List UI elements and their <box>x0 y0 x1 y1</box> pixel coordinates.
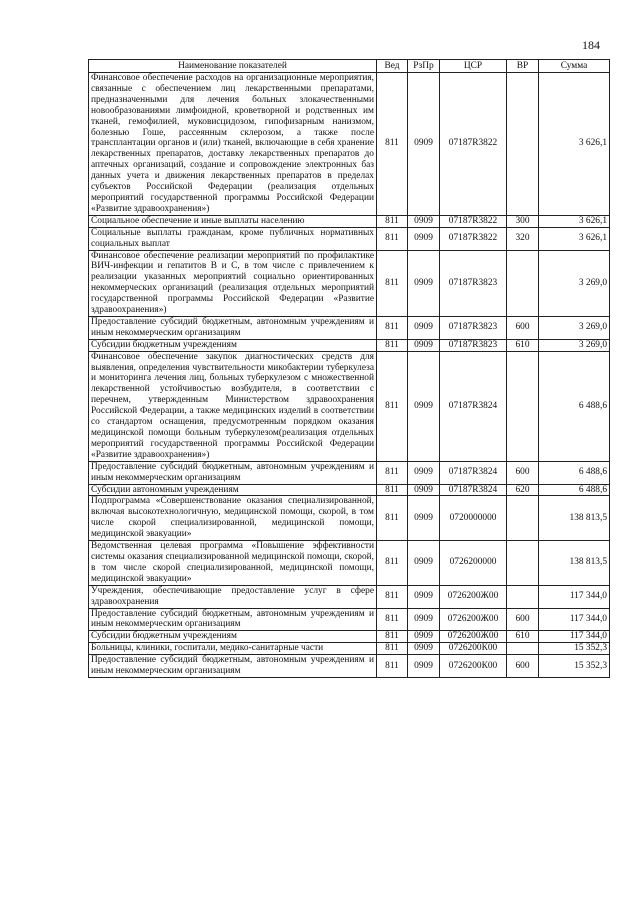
table-row <box>89 351 610 461</box>
row-rzpr: 0909 <box>408 215 440 227</box>
row-ved: 811 <box>377 250 408 316</box>
table-row <box>89 227 610 250</box>
row-rzpr: 0909 <box>408 541 440 586</box>
table-row <box>89 585 610 608</box>
row-vr: 600 <box>507 461 539 484</box>
table-row <box>89 250 610 316</box>
row-ved: 811 <box>377 215 408 227</box>
row-name: Подпрограмма «Совершенствование оказания специализированной, включая высокотехнологичную, медицинской помощи, скорой, в том числе скорой специализированной, медицинской помощи, медицинской эвакуации» <box>89 496 377 541</box>
row-csr: 07187R3822 <box>440 73 507 216</box>
row-vr <box>507 496 539 541</box>
row-rzpr: 0909 <box>408 461 440 484</box>
row-name: Субсидии бюджетным учреждениям <box>89 339 377 351</box>
row-name: Финансовое обеспечение реализации мероприятий по профилактике ВИЧ-инфекции и гепатитов B и C, в том числе с привлечением к реализации указанных мероприятий социально ориентированных некоммерческих организаций (реализация отдельных мероприятий государственной программы Российской Федерации «Развитие здравоохранения») <box>89 250 377 316</box>
row-csr: 07187R3823 <box>440 250 507 316</box>
row-sum: 15 352,3 <box>539 643 610 655</box>
row-sum: 117 344,0 <box>539 631 610 643</box>
table-row <box>89 643 610 655</box>
row-ved: 811 <box>377 631 408 643</box>
table-header-row <box>89 60 610 73</box>
row-sum: 3 269,0 <box>539 250 610 316</box>
table-row <box>89 339 610 351</box>
row-ved: 811 <box>377 655 408 678</box>
header-sum: Сумма <box>539 60 610 73</box>
row-name: Ведомственная целевая программа «Повышение эффективности системы оказания специализированной медицинской помощи, скорой, в том числе скорой специализированной, медицинской помощи, медицинской эвакуации» <box>89 541 377 586</box>
row-csr: 0726200Ж00 <box>440 631 507 643</box>
row-vr <box>507 541 539 586</box>
row-ved: 811 <box>377 316 408 339</box>
table-row <box>89 496 610 541</box>
table-row <box>89 484 610 496</box>
table-row <box>89 461 610 484</box>
row-csr: 07187R3822 <box>440 227 507 250</box>
row-csr: 0720000000 <box>440 496 507 541</box>
row-ved: 811 <box>377 484 408 496</box>
row-rzpr: 0909 <box>408 643 440 655</box>
row-vr: 600 <box>507 608 539 631</box>
row-sum: 117 344,0 <box>539 585 610 608</box>
row-vr <box>507 351 539 461</box>
row-ved: 811 <box>377 643 408 655</box>
row-ved: 811 <box>377 461 408 484</box>
row-ved: 811 <box>377 227 408 250</box>
row-csr: 07187R3824 <box>440 484 507 496</box>
row-csr: 0726200К00 <box>440 655 507 678</box>
row-vr: 610 <box>507 339 539 351</box>
row-name: Предоставление субсидий бюджетным, автономным учреждениям и иным некоммерческим организациям <box>89 316 377 339</box>
row-csr: 0726200000 <box>440 541 507 586</box>
row-ved: 811 <box>377 339 408 351</box>
table-row <box>89 215 610 227</box>
row-sum: 3 626,1 <box>539 73 610 216</box>
row-name: Финансовое обеспечение расходов на организационные мероприятия, связанные с обеспечением лиц лекарственными препаратами, предназначенными для лечения больных злокачественными новообразованиями лимфоидной, кроветворной и родственных им тканей, гемофилией, муковисцидозом, гипофизарным нанизмом, болезнью Гоше, рассеянным склерозом, а также после трансплантации органов и (или) тканей, включающие в себя хранение лекарственных препаратов, доставку лекарственных препаратов до аптечных организаций, создание и сопровождение электронных баз данных учета и движения лекарственных препаратов в пределах субъектов Российской Федерации (реализация отдельных мероприятий государственной программы Российской Федерации «Развитие здравоохранения») <box>89 73 377 216</box>
header-csr: ЦСР <box>440 60 507 73</box>
row-sum: 6 488,6 <box>539 484 610 496</box>
row-rzpr: 0909 <box>408 316 440 339</box>
row-name: Субсидии автономным учреждениям <box>89 484 377 496</box>
row-csr: 0726200К00 <box>440 643 507 655</box>
row-name: Предоставление субсидий бюджетным, автономным учреждениям и иным некоммерческим организациям <box>89 655 377 678</box>
row-rzpr: 0909 <box>408 227 440 250</box>
row-sum: 15 352,3 <box>539 655 610 678</box>
row-vr <box>507 250 539 316</box>
row-vr: 300 <box>507 215 539 227</box>
row-vr <box>507 585 539 608</box>
row-rzpr: 0909 <box>408 496 440 541</box>
row-vr <box>507 73 539 216</box>
row-name: Учреждения, обеспечивающие предоставление услуг в сфере здравоохранения <box>89 585 377 608</box>
page-number: 184 <box>582 38 600 52</box>
row-sum: 6 488,6 <box>539 461 610 484</box>
row-ved: 811 <box>377 496 408 541</box>
table-row <box>89 541 610 586</box>
row-ved: 811 <box>377 585 408 608</box>
row-vr: 320 <box>507 227 539 250</box>
row-rzpr: 0909 <box>408 339 440 351</box>
row-vr: 600 <box>507 316 539 339</box>
row-name: Финансовое обеспечение закупок диагностических средств для выявления, определения чувствительности микобактерии туберкулеза и мониторинга лечения лиц, больных туберкулезом с множественной лекарственной устойчивостью возбудителя, в соответствии с перечнем, утвержденным Министерством здравоохранения Российской Федерации, а также медицинских изделий в соответствии со стандартом оснащения, предусмотренным порядком оказания медицинской помощи больным туберкулезом(реализация отдельных мероприятий государственной программы Российской Федерации «Развитие здравоохранения») <box>89 351 377 461</box>
table-row <box>89 316 610 339</box>
table-row <box>89 608 610 631</box>
row-vr: 610 <box>507 631 539 643</box>
row-ved: 811 <box>377 541 408 586</box>
row-sum: 117 344,0 <box>539 608 610 631</box>
row-rzpr: 0909 <box>408 250 440 316</box>
row-sum: 3 269,0 <box>539 316 610 339</box>
row-ved: 811 <box>377 351 408 461</box>
row-name: Предоставление субсидий бюджетным, автономным учреждениям и иным некоммерческим организациям <box>89 461 377 484</box>
budget-table <box>88 59 610 678</box>
row-name: Социальное обеспечение и иные выплаты населению <box>89 215 377 227</box>
row-name: Больницы, клиники, госпитали, медико-санитарные части <box>89 643 377 655</box>
row-sum: 138 813,5 <box>539 541 610 586</box>
row-csr: 07187R3824 <box>440 461 507 484</box>
row-csr: 07187R3824 <box>440 351 507 461</box>
row-csr: 07187R3823 <box>440 316 507 339</box>
row-rzpr: 0909 <box>408 484 440 496</box>
row-sum: 3 269,0 <box>539 339 610 351</box>
header-rzpr: РзПр <box>408 60 440 73</box>
row-vr: 620 <box>507 484 539 496</box>
row-rzpr: 0909 <box>408 608 440 631</box>
row-rzpr: 0909 <box>408 655 440 678</box>
row-rzpr: 0909 <box>408 73 440 216</box>
row-sum: 3 626,1 <box>539 215 610 227</box>
table-row <box>89 73 610 216</box>
row-csr: 07187R3822 <box>440 215 507 227</box>
row-ved: 811 <box>377 608 408 631</box>
header-name: Наименование показателей <box>89 60 377 73</box>
header-vr: ВР <box>507 60 539 73</box>
row-csr: 0726200Ж00 <box>440 608 507 631</box>
row-name: Предоставление субсидий бюджетным, автономным учреждениям и иным некоммерческим организациям <box>89 608 377 631</box>
row-rzpr: 0909 <box>408 585 440 608</box>
row-sum: 6 488,6 <box>539 351 610 461</box>
row-sum: 3 626,1 <box>539 227 610 250</box>
row-csr: 07187R3823 <box>440 339 507 351</box>
header-ved: Вед <box>377 60 408 73</box>
row-name: Субсидии бюджетным учреждениям <box>89 631 377 643</box>
row-rzpr: 0909 <box>408 351 440 461</box>
row-rzpr: 0909 <box>408 631 440 643</box>
row-csr: 0726200Ж00 <box>440 585 507 608</box>
row-vr: 600 <box>507 655 539 678</box>
row-sum: 138 813,5 <box>539 496 610 541</box>
table-row <box>89 631 610 643</box>
table-row <box>89 655 610 678</box>
row-vr <box>507 643 539 655</box>
row-name: Социальные выплаты гражданам, кроме публичных нормативных социальных выплат <box>89 227 377 250</box>
row-ved: 811 <box>377 73 408 216</box>
